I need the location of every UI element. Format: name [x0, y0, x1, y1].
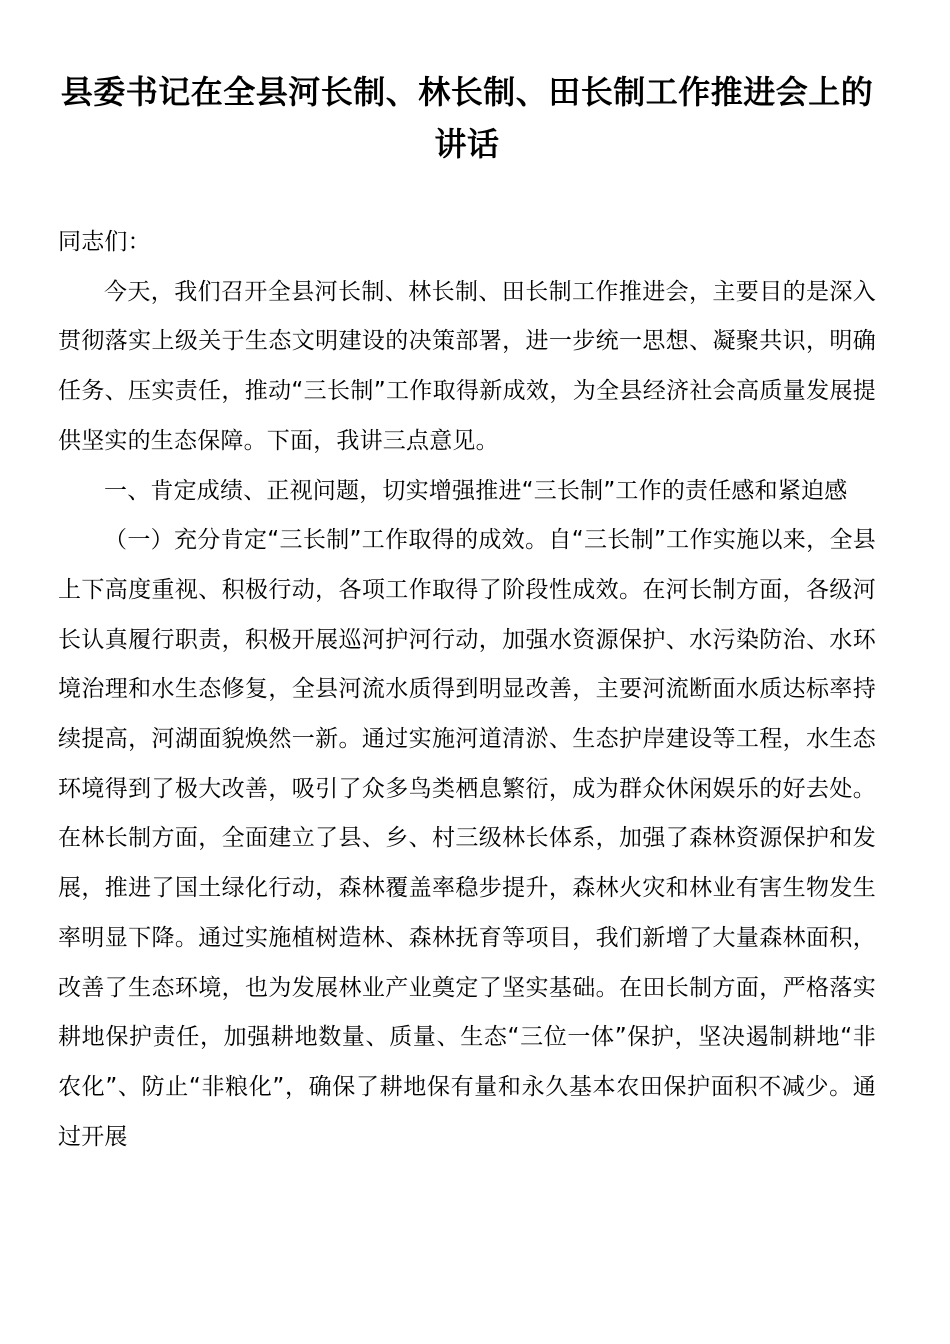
section-heading-one: 一、肯定成绩、正视问题，切实增强推进“三长制”工作的责任感和紧迫感: [104, 477, 848, 504]
subsection-paragraph-one: （一）充分肯定“三长制”工作取得的成效。自“三长制”工作实施以来，全县上下高度重视、积极行动，各项工作取得了阶段性成效。在河长制方面，各级河长认真履行职责，积极开展巡河护河行动，加强水资源保护、水污染防治、水环境治理和水生态修复，全县河流水质得到明显改善，主要河流断面水质达标率持续提高，河湖面貌焕然一新。通过实施河道清淤、生态护岸建设等工程，水生态环境得到了极大改善，吸引了众多鸟类栖息繁衍，成为群众休闲娱乐的好去处。在林长制方面，全面建立了县、乡、村三级林长体系，加强了森林资源保护和发展，推进了国土绿化行动，森林覆盖率稳步提升，森林火灾和林业有害生物发生率明显下降。通过实施植树造林、森林抚育等项目，我们新增了大量森林面积，改善了生态环境，也为发展林业产业奠定了坚实基础。在田长制方面，严格落实耕地保护责任，加强耕地数量、质量、生态“三位一体”保护，坚决遏制耕地“非农化”、防止“非粮化”，确保了耕地保有量和永久基本农田保护面积不减少。通过开展: [58, 527, 876, 1150]
document-body: [58, 218, 876, 1162]
opening-paragraph: 今天，我们召开全县河长制、林长制、田长制工作推进会，主要目的是深入贯彻落实上级关于生态文明建设的决策部署，进一步统一思想、凝聚共识，明确任务、压实责任，推动“三长制”工作取得新成效，为全县经济社会高质量发展提供坚实的生态保障。下面，我讲三点意见。: [58, 278, 876, 454]
salutation: 同志们：: [58, 229, 151, 255]
document-title: 县委书记在全县河长制、林长制、田长制工作推进会上的讲话: [60, 73, 874, 163]
